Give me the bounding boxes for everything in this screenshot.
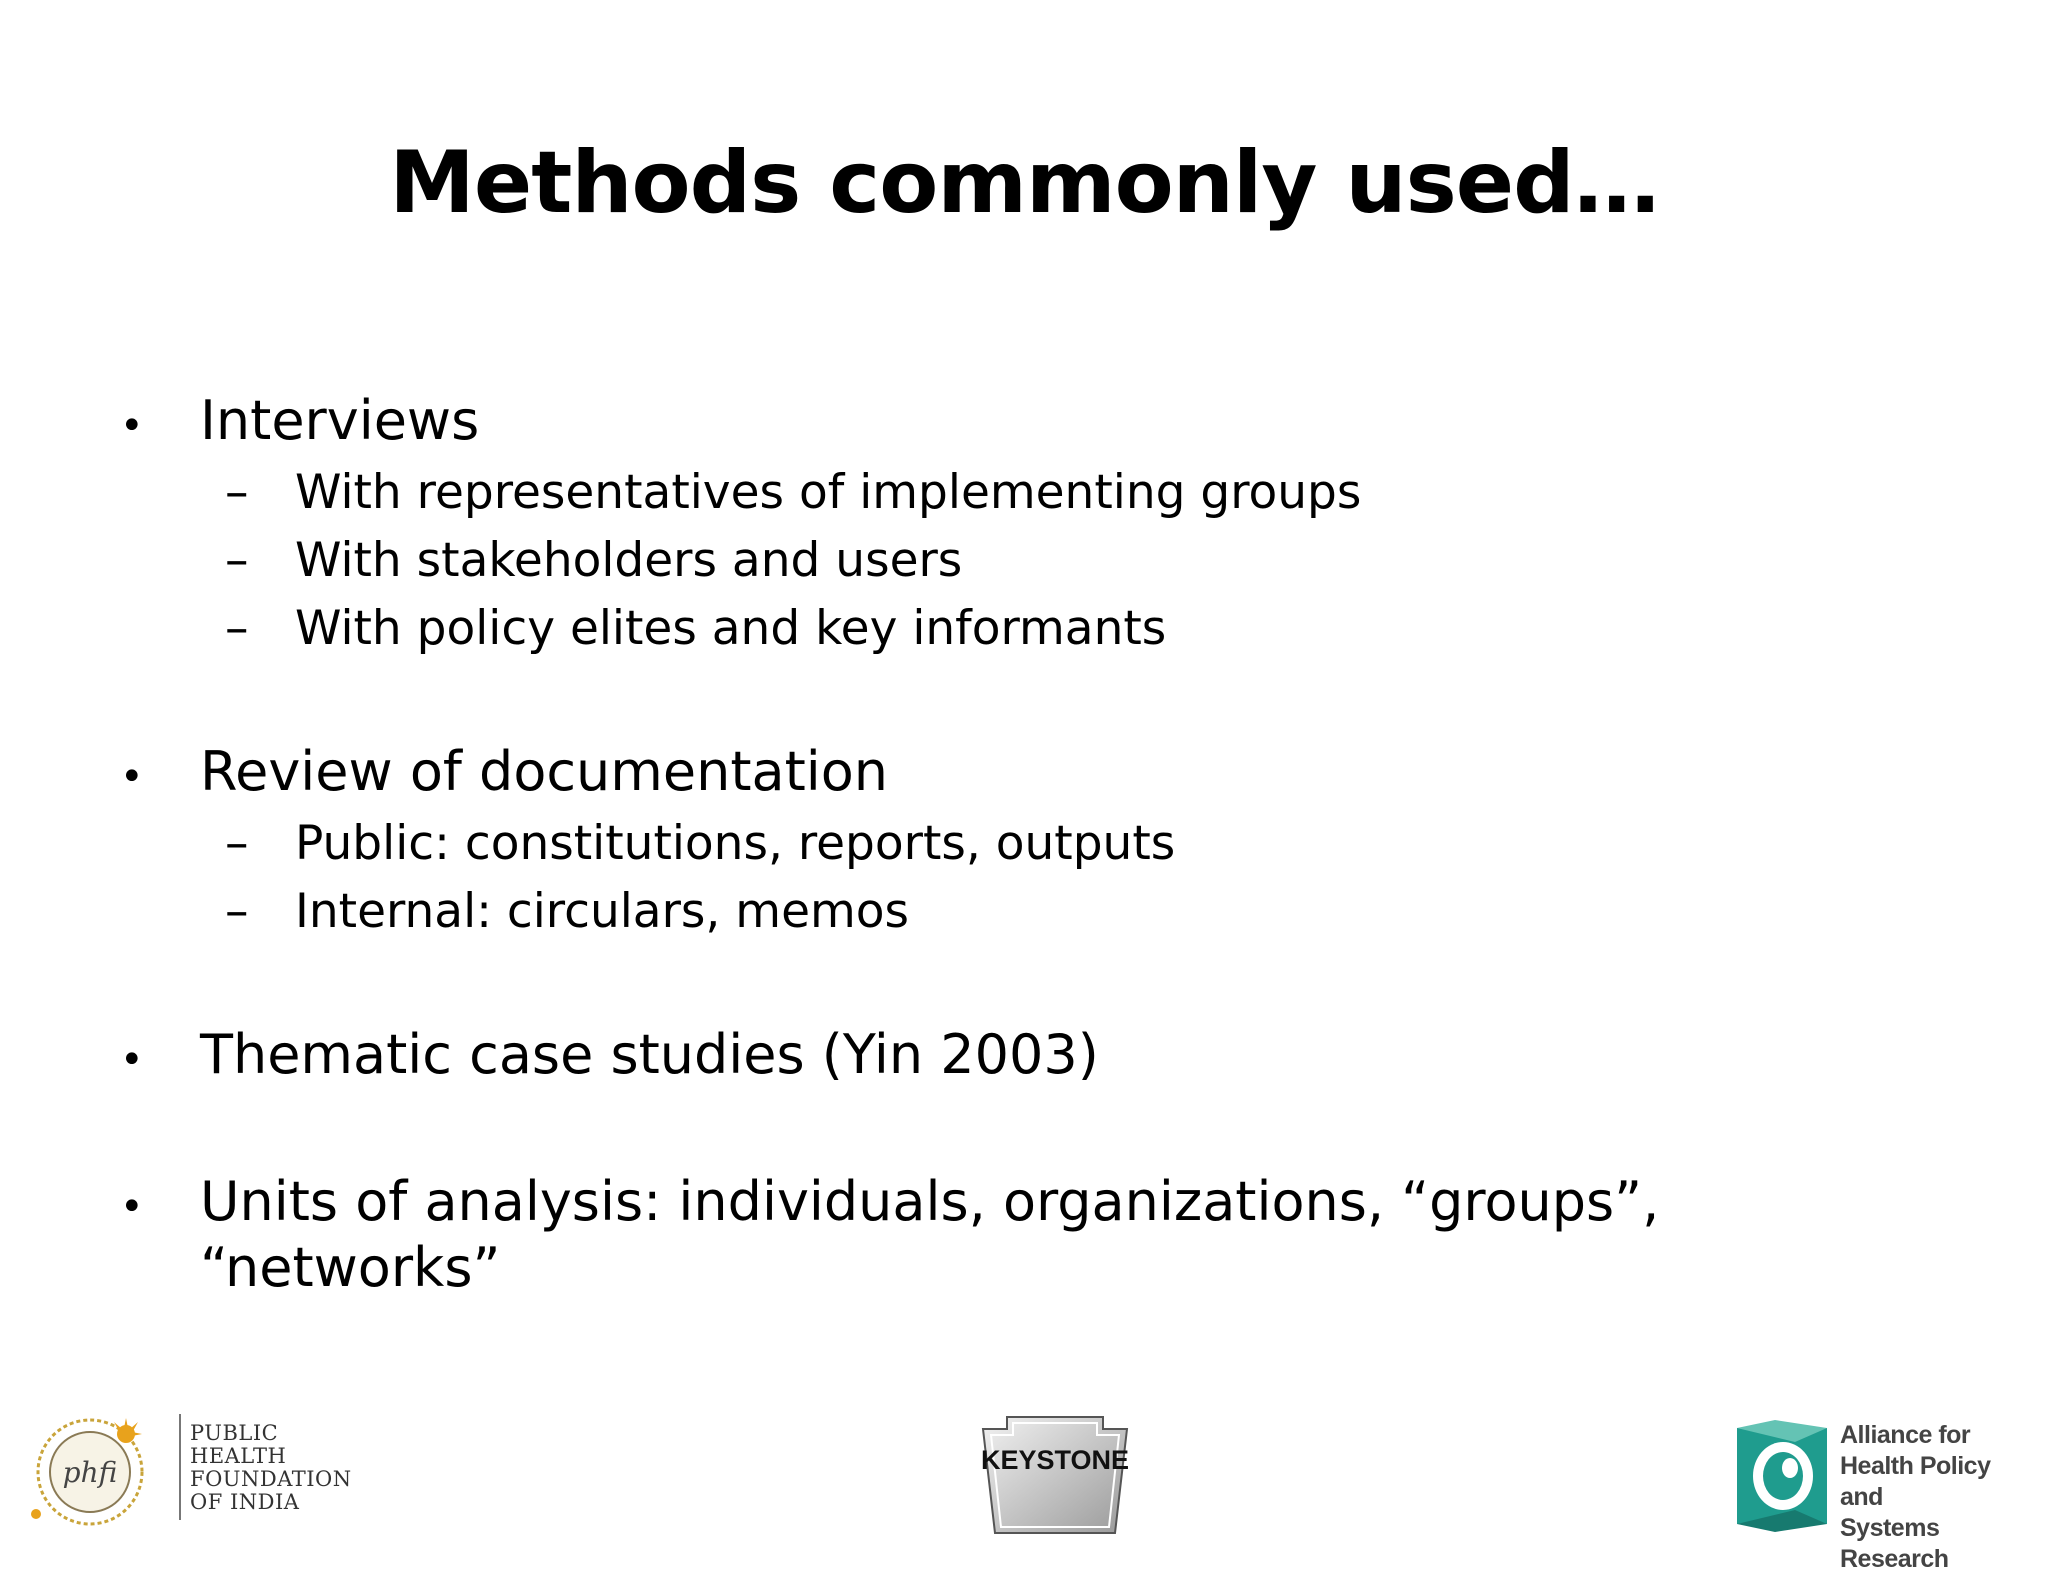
phfi-emblem-icon <box>22 1410 178 1526</box>
bullet-item <box>120 388 1920 663</box>
slide-content <box>120 388 1920 1377</box>
slide-title: Methods commonly used… <box>389 133 1659 233</box>
sub-list <box>225 459 1920 663</box>
sub-item <box>225 595 1920 663</box>
sub-item <box>225 810 1920 878</box>
sub-text: Public: constitutions, reports, outputs <box>295 816 1176 871</box>
alliance-wordmark: Alliance for Health Policy and Systems Research <box>1840 1421 1991 1573</box>
bullet-item <box>120 1169 1920 1301</box>
sub-text: With policy elites and key informants <box>295 601 1167 656</box>
sub-list <box>225 810 1920 946</box>
bullet-marker: • <box>120 1184 144 1230</box>
alliance-emblem-icon <box>1735 1418 1835 1533</box>
phfi-divider <box>179 1414 181 1520</box>
alliance-logo <box>1735 1418 2035 1573</box>
phfi-wordmark: PUBLIC HEALTH FOUNDATION OF INDIA <box>190 1421 352 1514</box>
sub-marker: – <box>225 601 249 656</box>
sub-item <box>225 459 1920 527</box>
sub-text: Internal: circulars, memos <box>295 884 910 939</box>
sub-text: With representatives of implementing groups <box>295 465 1362 520</box>
bullet-marker: • <box>120 754 144 800</box>
bullet-item <box>120 1022 1920 1093</box>
keystone-logo <box>955 1415 1155 1536</box>
sub-marker: – <box>225 884 249 939</box>
sub-item <box>225 527 1920 595</box>
sub-item <box>225 878 1920 946</box>
sub-marker: – <box>225 465 249 520</box>
bullet-marker: • <box>120 403 144 449</box>
bullet-text: Interviews <box>200 389 480 452</box>
svg-text:phfi: phfi <box>62 1456 118 1489</box>
sub-marker: – <box>225 533 249 588</box>
bullet-item <box>120 739 1920 946</box>
bullet-text: Units of analysis: individuals, organizations, “groups”, “networks” <box>200 1170 1660 1299</box>
bullet-marker: • <box>120 1037 144 1083</box>
phfi-logo <box>22 1410 352 1526</box>
bullet-text: Thematic case studies (Yin 2003) <box>200 1023 1099 1086</box>
sub-marker: – <box>225 816 249 871</box>
bullet-text: Review of documentation <box>200 740 889 803</box>
keystone-label: KEYSTONE <box>980 1445 1130 1475</box>
sub-text: With stakeholders and users <box>295 533 963 588</box>
